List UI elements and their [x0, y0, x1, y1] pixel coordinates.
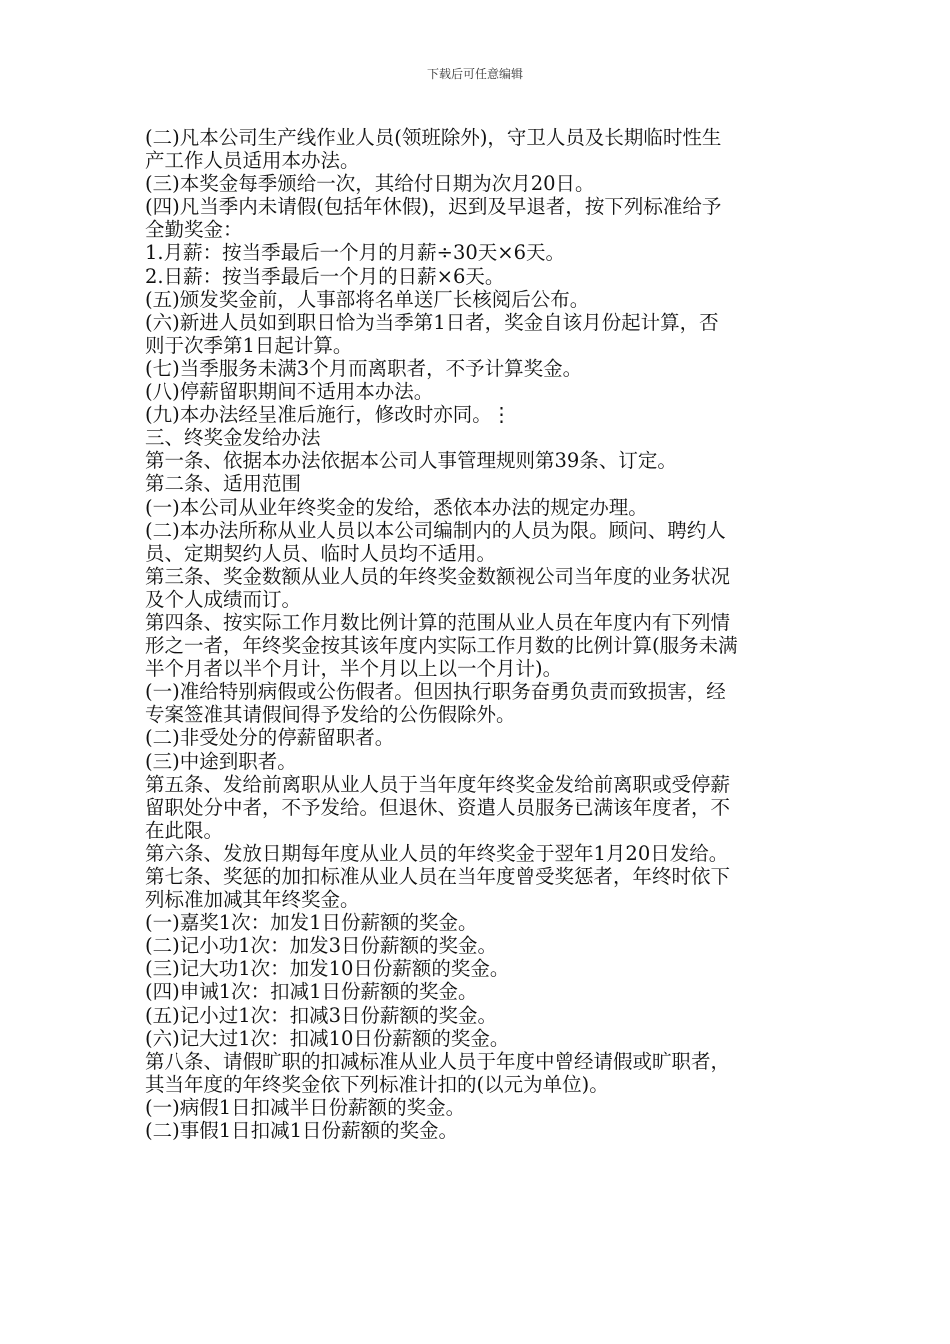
- text-line: 在此限。: [145, 818, 224, 842]
- text-line: (五)颁发奖金前，人事部将名单送厂长核阅后公布。: [145, 287, 590, 311]
- text-line: (三)本奖金每季颁给一次，其给付日期为次月20日。: [145, 172, 595, 196]
- text-line: 全勤奖金：: [145, 218, 243, 242]
- text-line: (一)准给特别病假或公伤假者。但因执行职务奋勇负责而致损害，经: [145, 680, 726, 704]
- text-line: 1.月薪：按当季最后一个月的月薪÷30天×6天。: [145, 241, 566, 265]
- text-line: 第五条、发给前离职从业人员于当年度年终奖金发给前离职或受停薪: [145, 772, 731, 796]
- text-line: (六)记大过1次：扣减10日份薪额的奖金。: [145, 1026, 510, 1050]
- text-line: 产工作人员适用本办法。: [145, 149, 360, 173]
- text-line: 半个月者以半个月计，半个月以上以一个月计)。: [145, 657, 563, 681]
- text-line: 其当年度的年终奖金依下列标准计扣的(以元为单位)。: [145, 1072, 609, 1096]
- text-line: (二)凡本公司生产线作业人员(领班除外)，守卫人员及长期临时性生: [145, 126, 722, 149]
- text-line: (四)申诫1次：扣减1日份薪额的奖金。: [145, 980, 478, 1004]
- text-line: 第八条、请假旷职的扣减标准从业人员于年度中曾经请假或旷职者，: [145, 1049, 731, 1073]
- text-line: 第六条、发放日期每年度从业人员的年终奖金于翌年1月20日发给。: [145, 841, 729, 865]
- text-line: (二)本办法所称从业人员以本公司编制内的人员为限。顾问、聘约人: [145, 518, 726, 542]
- text-line: (二)事假1日扣减1日份薪额的奖金。: [145, 1119, 459, 1143]
- document-body: [145, 126, 810, 1142]
- text-line: 第三条、奖金数额从业人员的年终奖金数额视公司当年度的业务状况: [145, 564, 731, 588]
- text-line: 第一条、依据本办法依据本公司人事管理规则第39条、订定。: [145, 449, 677, 473]
- text-line: (六)新进人员如到职日恰为当季第1日者，奖金自该月份起计算，否: [145, 310, 719, 334]
- text-line: (一)嘉奖1次：加发1日份薪额的奖金。: [145, 911, 478, 935]
- text-line: (一)本公司从业年终奖金的发给，悉依本办法的规定办理。: [145, 495, 648, 519]
- text-line: 2.日薪：按当季最后一个月的日薪×6天。: [145, 264, 505, 288]
- text-line: (七)当季服务未满3个月而离职者，不予计算奖金。: [145, 356, 583, 380]
- text-line: (九)本办法经呈准后施行，修改时亦同。⋮: [145, 403, 512, 427]
- text-line: (四)凡当季内未请假(包括年休假)，迟到及早退者，按下列标准给予: [145, 195, 722, 219]
- text-line: 形之一者，年终奖金按其该年度内实际工作月数的比例计算(服务未满: [145, 634, 738, 658]
- page-header: 下载后可任意编辑: [426, 67, 523, 81]
- text-line: (三)中途到职者。: [145, 749, 297, 773]
- text-line: (一)病假1日扣减半日份薪额的奖金。: [145, 1095, 466, 1119]
- text-line: (八)停薪留职期间不适用本办法。: [145, 380, 434, 404]
- text-line: 及个人成绩而订。: [145, 587, 302, 611]
- text-line: (三)记大功1次：加发10日份薪额的奖金。: [145, 957, 510, 981]
- text-line: 列标准加减其年终奖金。: [145, 888, 360, 912]
- text-line: (五)记小过1次：扣减3日份薪额的奖金。: [145, 1003, 498, 1027]
- text-line: 第二条、适用范围: [145, 472, 302, 496]
- text-line: 则于次季第1日起计算。: [145, 333, 353, 357]
- text-line: (二)非受处分的停薪留职者。: [145, 726, 395, 750]
- text-line: 留职处分中者，不予发给。但退休、资遣人员服务已满该年度者，不: [145, 795, 731, 819]
- text-line: (二)记小功1次：加发3日份薪额的奖金。: [145, 934, 498, 958]
- text-line: 专案签准其请假间得予发给的公伤假除外。: [145, 703, 516, 727]
- text-line: 第四条、按实际工作月数比例计算的范围从业人员在年度内有下列情: [145, 610, 731, 634]
- text-line: 第七条、奖惩的加扣标准从业人员在当年度曾受奖惩者，年终时依下: [145, 865, 731, 888]
- text-line: 员、定期契约人员、临时人员均不适用。: [145, 541, 497, 565]
- text-line: 三、终奖金发给办法: [145, 426, 321, 450]
